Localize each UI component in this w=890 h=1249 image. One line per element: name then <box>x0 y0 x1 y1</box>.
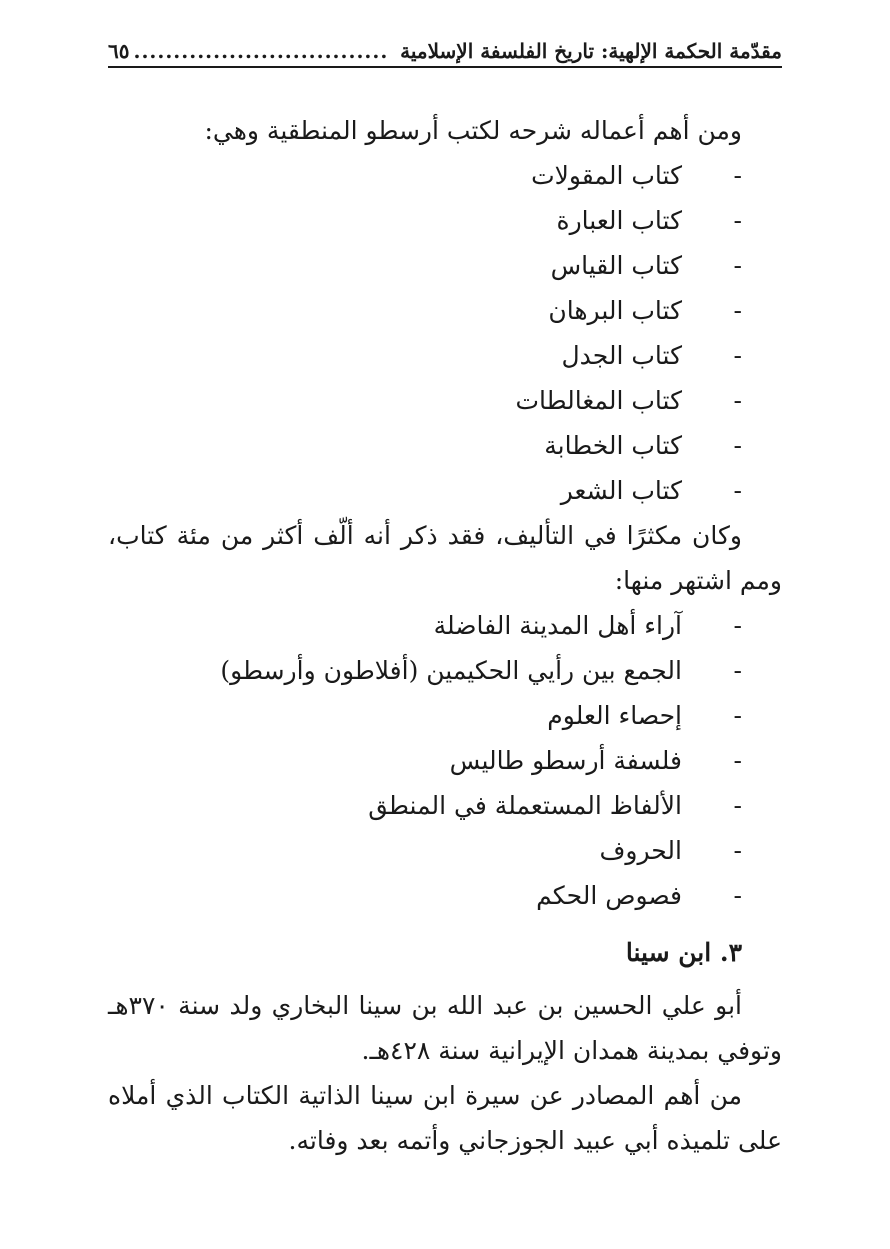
bullet-dash: - <box>733 701 742 730</box>
list-item-text: كتاب المقولات <box>531 161 682 190</box>
sources-paragraph: من أهم المصادر عن سيرة ابن سينا الذاتية الكتاب الذي أملاه على تلميذه أبي عبيد الجوزجاني وأتمه بعد وفاته. <box>108 1081 782 1155</box>
list-item <box>108 873 742 918</box>
list-item-text: كتاب الجدل <box>561 341 682 370</box>
list-item <box>108 243 742 288</box>
list-item-text: الجمع بين رأيي الحكيمين (أفلاطون وأرسطو) <box>220 656 682 685</box>
list-item-text: إحصاء العلوم <box>547 701 682 730</box>
header-title: مقدّمة الحكمة الإلهية: تاريخ الفلسفة الإسلامية <box>400 39 782 63</box>
bullet-dash: - <box>733 836 742 865</box>
list-item-text: الحروف <box>599 836 682 865</box>
intro-logic-paragraph: ومن أهم أعماله شرحه لكتب أرسطو المنطقية وهي: <box>204 116 742 145</box>
list-item-text: كتاب الشعر <box>560 476 682 505</box>
list-item-text: فصوص الحكم <box>536 881 682 910</box>
list-item-text: كتاب البرهان <box>548 296 682 325</box>
list-item <box>108 153 742 198</box>
list-item <box>108 198 742 243</box>
list-item-text: كتاب العبارة <box>556 206 682 235</box>
logic-books-list <box>108 153 782 513</box>
bullet-dash: - <box>733 251 742 280</box>
list-item <box>108 468 742 513</box>
list-item <box>108 603 742 648</box>
list-item <box>108 378 742 423</box>
list-item <box>108 693 742 738</box>
bullet-dash: - <box>733 746 742 775</box>
bullet-dash: - <box>733 476 742 505</box>
bullet-dash: - <box>733 341 742 370</box>
bio-paragraph: أبو علي الحسين بن عبد الله بن سينا البخاري ولد سنة ٣٧٠هـ وتوفي بمدينة همدان الإيرانية سنة ٤٢٨هـ. <box>108 991 782 1065</box>
section-heading: ٣. ابن سينا <box>625 938 742 967</box>
famous-works-list <box>108 603 782 918</box>
bullet-dash: - <box>733 881 742 910</box>
bullet-dash: - <box>733 791 742 820</box>
list-item <box>108 648 742 693</box>
list-item-text: كتاب المغالطات <box>515 386 682 415</box>
running-header <box>108 34 782 68</box>
header-leader-dots: ................................ <box>133 39 389 63</box>
page-body <box>108 108 782 1163</box>
list-item <box>108 423 742 468</box>
list-item <box>108 828 742 873</box>
list-item <box>108 738 742 783</box>
list-item-text: كتاب القياس <box>550 251 682 280</box>
list-item-text: فلسفة أرسطو طاليس <box>449 746 682 775</box>
prolific-paragraph: وكان مكثرًا في التأليف، فقد ذكر أنه ألّف أكثر من مئة كتاب، ومم اشتهر منها: <box>108 521 782 595</box>
page-number: ٦٥ <box>108 39 130 63</box>
bullet-dash: - <box>733 161 742 190</box>
bullet-dash: - <box>733 656 742 685</box>
bullet-dash: - <box>733 431 742 460</box>
list-item-text: الألفاظ المستعملة في المنطق <box>368 791 682 820</box>
bullet-dash: - <box>733 386 742 415</box>
list-item-text: آراء أهل المدينة الفاضلة <box>433 611 682 640</box>
bullet-dash: - <box>733 611 742 640</box>
bullet-dash: - <box>733 206 742 235</box>
list-item <box>108 783 742 828</box>
list-item <box>108 333 742 378</box>
bullet-dash: - <box>733 296 742 325</box>
list-item-text: كتاب الخطابة <box>544 431 682 460</box>
list-item <box>108 288 742 333</box>
